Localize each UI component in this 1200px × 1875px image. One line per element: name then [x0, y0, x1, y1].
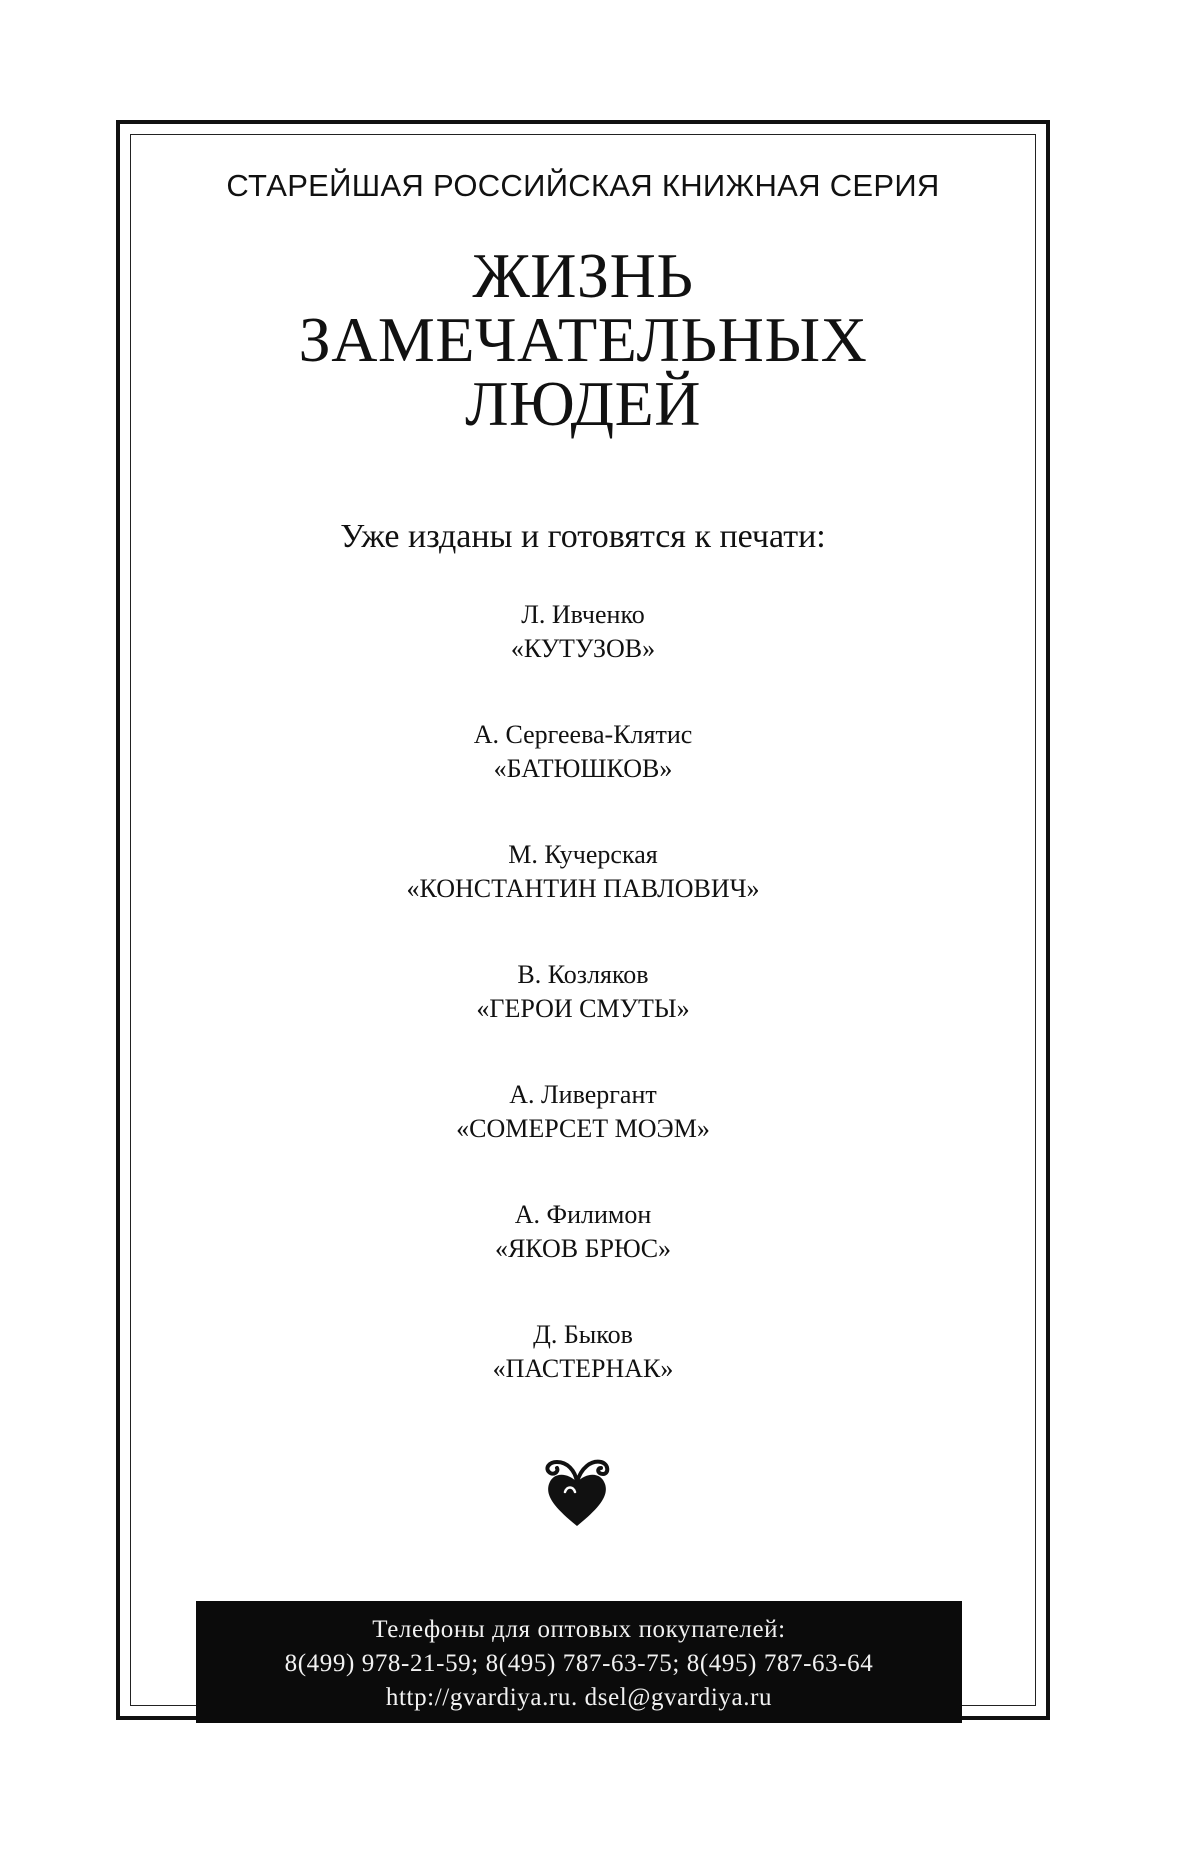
book-title: «ПАСТЕРНАК»	[492, 1354, 674, 1383]
series-title-line: ЖИЗНЬ	[472, 240, 694, 311]
publisher-emblem-icon	[535, 1448, 619, 1532]
book-author: В. Козляков	[517, 960, 649, 989]
contacts-web: http://gvardiya.ru. dsel@gvardiya.ru	[385, 1684, 773, 1711]
book-author: Д. Быков	[533, 1320, 633, 1349]
contacts-heading: Телефоны для оптовых покупателей:	[372, 1616, 786, 1643]
intro-text: Уже изданы и готовятся к печати:	[340, 518, 826, 555]
book-author: М. Кучерская	[508, 840, 658, 869]
book-title: «БАТЮШКОВ»	[493, 754, 673, 783]
book-title: «КУТУЗОВ»	[510, 634, 656, 663]
book-title: «КОНСТАНТИН ПАВЛОВИЧ»	[406, 874, 760, 903]
series-title-line: ЗАМЕЧАТЕЛЬНЫХ	[298, 304, 868, 375]
book-title: «СОМЕРСЕТ МОЭМ»	[456, 1114, 710, 1143]
book-entry	[116, 598, 1050, 718]
book-entry	[116, 1318, 1050, 1438]
book-author: А. Сергеева-Клятис	[473, 720, 693, 749]
book-author: А. Филимон	[514, 1200, 652, 1229]
book-title: «ЯКОВ БРЮС»	[494, 1234, 672, 1263]
book-author: Л. Ивченко	[521, 600, 645, 629]
book-entry	[116, 1198, 1050, 1318]
series-title	[116, 240, 1050, 439]
contacts-panel	[196, 1601, 962, 1723]
book-author: А. Ливергант	[509, 1080, 657, 1109]
book-entry	[116, 958, 1050, 1078]
book-list	[116, 598, 1050, 1438]
contacts-phones: 8(499) 978-21-59; 8(495) 787-63-75; 8(495) 787-63-64	[284, 1650, 874, 1677]
book-title: «ГЕРОИ СМУТЫ»	[476, 994, 690, 1023]
book-entry	[116, 838, 1050, 958]
series-label: СТАРЕЙШАЯ РОССИЙСКАЯ КНИЖНАЯ СЕРИЯ	[226, 168, 940, 203]
series-title-line: ЛЮДЕЙ	[465, 368, 701, 439]
book-entry	[116, 1078, 1050, 1198]
book-entry	[116, 718, 1050, 838]
